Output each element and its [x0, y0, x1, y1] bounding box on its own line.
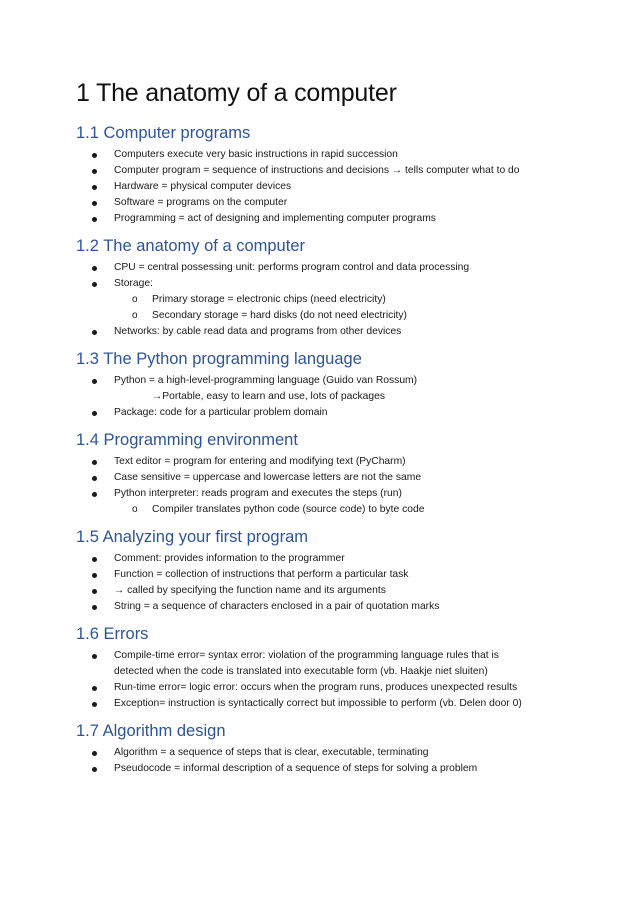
bullet-list	[76, 745, 580, 777]
bullet-list	[76, 373, 580, 421]
section-first-program	[76, 526, 580, 615]
list-item: Software = programs on the computer	[76, 195, 580, 211]
bullet-list	[76, 454, 580, 518]
list-item: Run-time error= logic error: occurs when the program runs, produces unexpected results	[76, 680, 580, 696]
list-item: Storage:	[76, 276, 580, 292]
list-item: Computer program = sequence of instructions and decisions → tells computer what to do	[76, 163, 580, 179]
list-item: Case sensitive = uppercase and lowercase letters are not the same	[76, 470, 580, 486]
list-item: Package: code for a particular problem domain	[76, 405, 580, 421]
section-anatomy-of-a-computer	[76, 235, 580, 340]
section-heading: 1.4 Programming environment	[76, 431, 298, 449]
list-item: Text editor = program for entering and modifying text (PyCharm)	[76, 454, 580, 470]
list-item: String = a sequence of characters enclosed in a pair of quotation marks	[76, 599, 580, 615]
bullet-list	[76, 147, 580, 227]
list-item: Comment: provides information to the programmer	[76, 551, 580, 567]
bullet-list	[76, 551, 580, 615]
section-heading: 1.1 Computer programs	[76, 124, 251, 142]
list-item: Networks: by cable read data and programs from other devices	[76, 324, 580, 340]
sub-list-item: o Compiler translates python code (source code) to byte code	[76, 502, 580, 518]
list-item: CPU = central possessing unit: performs program control and data processing	[76, 260, 580, 276]
section-python-language	[76, 348, 580, 421]
section-errors	[76, 623, 580, 712]
section-heading: 1.7 Algorithm design	[76, 722, 226, 740]
list-item: Python interpreter: reads program and executes the steps (run)	[76, 486, 580, 502]
sub-list-item: o Primary storage = electronic chips (need electricity)	[76, 292, 580, 308]
list-item: Programming = act of designing and implementing computer programs	[76, 211, 580, 227]
page-title: 1 The anatomy of a computer	[76, 79, 397, 107]
list-item: Algorithm = a sequence of steps that is clear, executable, terminating	[76, 745, 580, 761]
bullet-list	[76, 260, 580, 340]
section-heading: 1.3 The Python programming language	[76, 350, 362, 368]
bullet-list	[76, 648, 580, 712]
list-item: Computers execute very basic instructions in rapid succession	[76, 147, 580, 163]
list-item: Exception= instruction is syntactically correct but impossible to perform (vb. Delen door 0)	[76, 696, 580, 712]
sub-list-item: o Secondary storage = hard disks (do not need electricity)	[76, 308, 580, 324]
list-item: Hardware = physical computer devices	[76, 179, 580, 195]
list-item-continuation: →Portable, easy to learn and use, lots of packages	[152, 391, 385, 402]
section-heading: 1.2 The anatomy of a computer	[76, 237, 305, 255]
list-item: Pseudocode = informal description of a sequence of steps for solving a problem	[76, 761, 580, 777]
section-heading: 1.5 Analyzing your first program	[76, 528, 309, 546]
section-programming-environment	[76, 429, 580, 518]
section-heading: 1.6 Errors	[76, 625, 149, 643]
section-computer-programs	[76, 122, 580, 227]
section-algorithm-design	[76, 720, 580, 777]
list-item: Function = collection of instructions that perform a particular task	[76, 567, 580, 583]
list-item: Compile-time error= syntax error: violation of the programming language rules that is detected when the code is translated into executable form (vb. Haakje niet sluiten)	[76, 648, 580, 680]
list-item: → called by specifying the function name and its arguments	[76, 583, 580, 599]
list-item: Python = a high-level-programming language (Guido van Rossum)	[76, 373, 580, 389]
